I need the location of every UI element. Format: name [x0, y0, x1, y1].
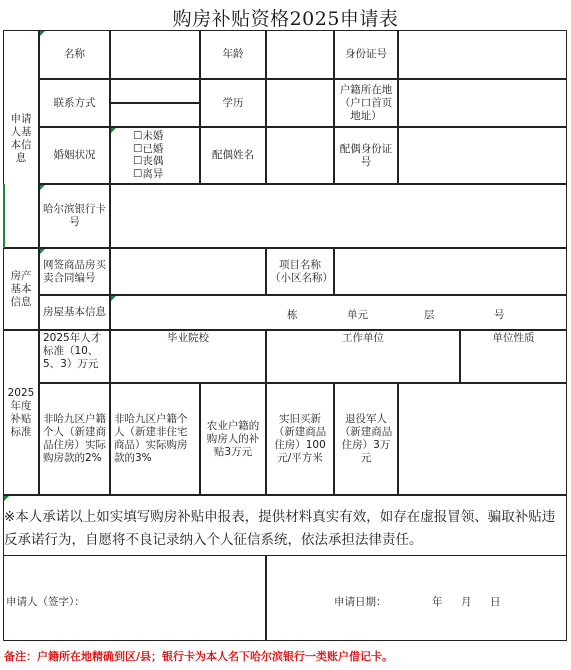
label-id-number [334, 30, 398, 79]
unit-building: 栋 [287, 309, 298, 321]
input-contract-no[interactable] [110, 248, 266, 295]
unit-floor: 层 [424, 309, 435, 321]
date-year: 年 [432, 596, 443, 608]
comment-marker-icon [40, 185, 45, 190]
form-title: 购房补贴资格2025申请表 [172, 8, 399, 30]
category-farmer-text: 农业户籍的购房人的补贴3万元 [206, 419, 260, 458]
category-non9-new [39, 383, 110, 495]
category-non9-new-text: 非哈九区户籍个人（新建商品住房）实际购房款的2% [43, 413, 106, 464]
label-education [200, 79, 266, 127]
section-subsidy-2025-label: 2025年度补贴标准 [7, 386, 35, 438]
label-contact-text: 联系方式 [53, 96, 96, 109]
label-marital-status-text: 婚姻状况 [53, 149, 96, 161]
label-age [200, 30, 266, 79]
input-age[interactable] [266, 30, 334, 79]
label-graduate-school [110, 330, 266, 383]
label-talent-standard-text: 2025年人才标准（10、5、3）万元 [43, 332, 102, 370]
section-applicant-basic-label: 申请人基本信息 [10, 113, 32, 164]
input-contact-2[interactable] [110, 103, 200, 127]
input-name[interactable] [110, 30, 200, 79]
comment-marker-icon [4, 496, 9, 501]
category-non9-old [110, 383, 200, 495]
label-name-text: 名称 [64, 48, 85, 60]
input-spouse-id[interactable] [398, 127, 567, 184]
label-hukou-address [334, 79, 398, 127]
label-spouse-name-text: 配偶姓名 [212, 149, 254, 161]
marital-options [110, 127, 200, 184]
category-veteran [334, 383, 398, 495]
category-blank[interactable] [398, 383, 567, 495]
marital-option-divorced[interactable]: ☐离异 [133, 167, 164, 180]
pledge-text: ※本人承诺以上如实填写购房补贴申报表，提供材料真实有效，如存在虚报冒领、骗取补贴违反承诺行为，自愿将不良记录纳入个人征信系统，依法承担法律责任。 [4, 509, 556, 548]
date-month: 月 [461, 596, 472, 608]
input-contact-1[interactable] [110, 79, 200, 103]
category-real-buy [266, 383, 334, 495]
category-real-buy-text: 实旧买新（新建商品住房）100元/平方米 [273, 413, 327, 464]
label-education-text: 学历 [222, 96, 244, 109]
label-bank-card [39, 184, 110, 248]
label-graduate-school-text: 毕业院校 [167, 332, 209, 344]
label-project-name [266, 248, 334, 295]
input-spouse-name[interactable] [266, 127, 334, 184]
comment-marker-icon [40, 31, 45, 36]
date-label: 申请日期： [334, 596, 387, 608]
label-spouse-id [334, 127, 398, 184]
selection-edge [3, 184, 5, 248]
marital-option-widowed[interactable]: ☐丧偶 [133, 155, 164, 167]
section-subsidy-2025 [3, 330, 39, 495]
section-property-basic-label: 房产基本信息 [10, 269, 32, 308]
category-farmer [200, 383, 266, 495]
comment-marker-icon [111, 128, 116, 133]
applicant-signature-label: 申请人（签字）： [6, 596, 85, 608]
label-id-number-text: 身份证号 [345, 48, 387, 60]
label-unit-nature-text: 单位性质 [492, 332, 535, 344]
comment-marker-icon [40, 249, 45, 254]
input-bank-card[interactable] [110, 184, 567, 248]
label-spouse-id-text: 配偶身份证号 [339, 142, 393, 168]
marital-option-married[interactable]: ☐已婚 [133, 142, 164, 155]
label-age-text: 年龄 [222, 48, 244, 60]
marital-option-unmarried[interactable]: ☐未婚 [133, 130, 164, 142]
input-education[interactable] [266, 79, 334, 127]
category-non9-old-text: 非哈九区户籍个人（新建非住宅商品）实际购房款的3% [114, 413, 188, 464]
label-hukou-address-text: 户籍所在地（户口首页地址） [339, 83, 393, 122]
unit-room: 号 [494, 309, 505, 321]
label-work-unit [266, 330, 460, 383]
label-contract-no-text: 网签商品房买卖合同编号 [43, 258, 106, 284]
label-bank-card-text: 哈尔滨银行卡号 [43, 203, 106, 228]
input-id-number[interactable] [398, 30, 567, 79]
unit-unit: 单元 [347, 309, 368, 321]
label-unit-nature [460, 330, 567, 383]
comment-marker-icon [111, 296, 116, 301]
input-hukou-address[interactable] [398, 79, 567, 127]
category-veteran-text: 退役军人（新建商品住房）3万元 [339, 413, 393, 464]
form-note: 备注：户籍所在地精确到区/县；银行卡为本人名下哈尔滨银行一类账户借记卡。 [4, 650, 394, 663]
label-talent-standard [39, 330, 110, 383]
label-contract-no [39, 248, 110, 295]
input-project-name[interactable] [334, 248, 567, 295]
label-property-info [39, 295, 110, 330]
label-property-info-text: 房屋基本信息 [43, 306, 106, 318]
label-contact [39, 79, 110, 127]
signature-date-box[interactable] [266, 555, 567, 641]
label-project-name-text: 项目名称（小区名称） [270, 258, 333, 284]
date-day: 日 [490, 596, 501, 608]
label-name [39, 30, 110, 79]
label-spouse-name [200, 127, 266, 184]
label-marital-status [39, 127, 110, 184]
section-property-basic [3, 248, 39, 330]
label-work-unit-text: 工作单位 [342, 332, 384, 344]
section-applicant-basic [3, 30, 39, 248]
